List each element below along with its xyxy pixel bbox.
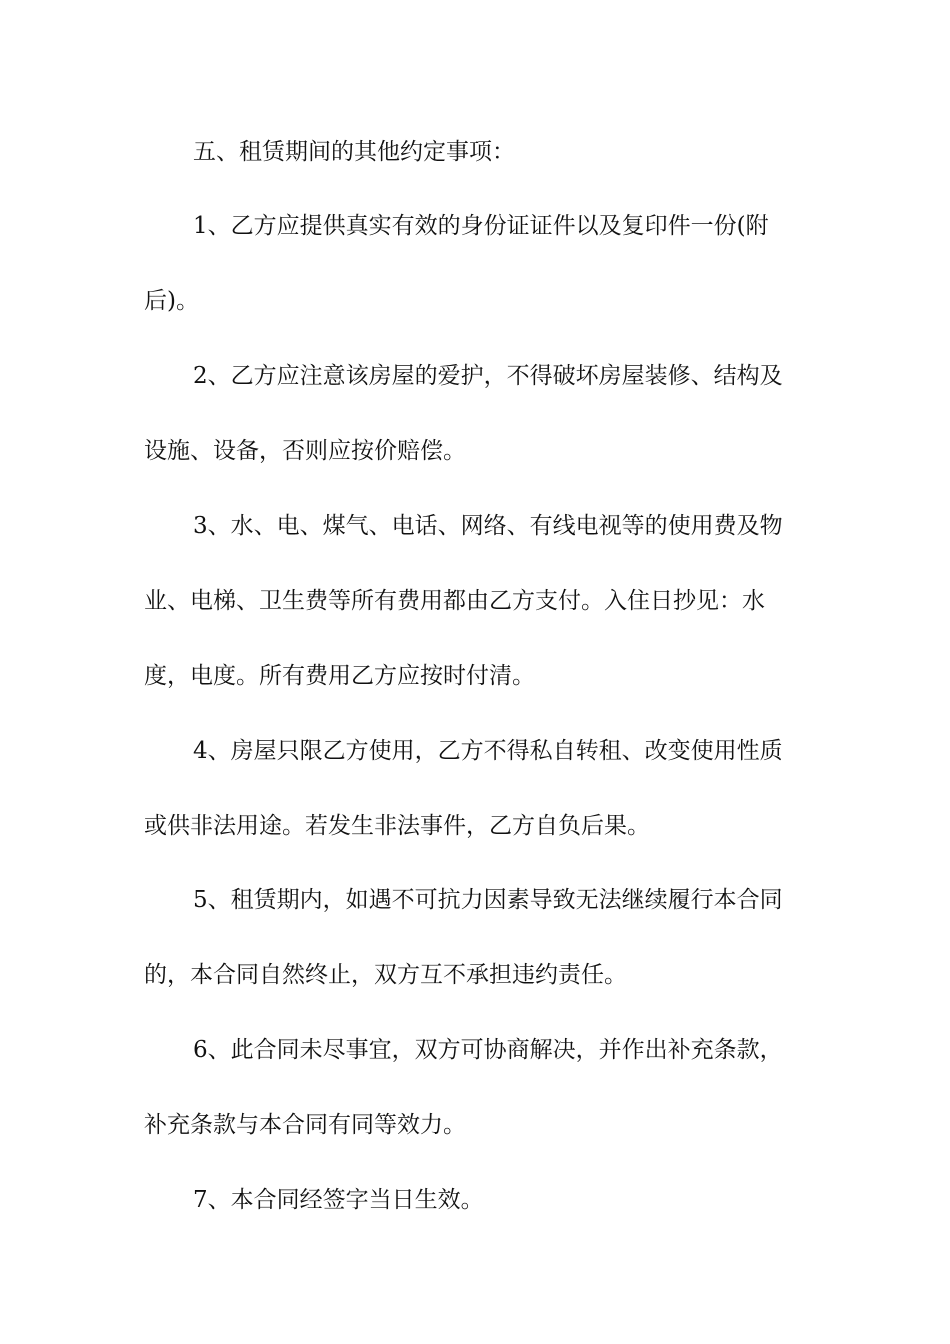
clause-2-line-1 <box>0 356 950 396</box>
clause-1-line-1 <box>0 206 950 246</box>
clause-3-line-2 <box>0 581 950 621</box>
clause-text: 业、电梯、卫生费等所有费用都由乙方支付。入住日抄见：水 <box>144 588 765 614</box>
clause-4-line-1 <box>0 731 950 771</box>
clause-text: 5、租赁期内，如遇不可抗力因素导致无法继续履行本合同 <box>193 887 783 913</box>
clause-text: 7、本合同经签字当日生效。 <box>193 1187 484 1213</box>
clause-6-line-1 <box>0 1030 950 1070</box>
clause-text: 或供非法用途。若发生非法事件，乙方自负后果。 <box>144 813 650 839</box>
clause-text: 度，电度。所有费用乙方应按时付清。 <box>144 663 535 689</box>
clause-text: 3、水、电、煤气、电话、网络、有线电视等的使用费及物 <box>193 513 783 539</box>
clause-7-line-1 <box>0 1180 950 1220</box>
clause-text: 1、乙方应提供真实有效的身份证证件以及复印件一份(附 <box>193 213 769 239</box>
clause-4-line-2 <box>0 806 950 846</box>
heading-text: 五、租赁期间的其他约定事项： <box>193 139 515 165</box>
clause-text: 的，本合同自然终止，双方互不承担违约责任。 <box>144 962 627 988</box>
clause-text: 后)。 <box>144 288 199 314</box>
clause-5-line-1 <box>0 880 950 920</box>
clause-2-line-2 <box>0 431 950 471</box>
clause-text: 设施、设备，否则应按价赔偿。 <box>144 438 466 464</box>
clause-1-line-2 <box>0 281 950 321</box>
clause-text: 4、房屋只限乙方使用，乙方不得私自转租、改变使用性质 <box>193 738 783 764</box>
clause-text: 6、此合同未尽事宜，双方可协商解决，并作出补充条款， <box>193 1037 783 1063</box>
clause-3-line-1 <box>0 506 950 546</box>
clause-6-line-2 <box>0 1105 950 1145</box>
clause-5-line-2 <box>0 955 950 995</box>
clause-text: 2、乙方应注意该房屋的爱护，不得破坏房屋装修、结构及 <box>193 363 783 389</box>
clause-text: 补充条款与本合同有同等效力。 <box>144 1112 466 1138</box>
section-heading <box>0 132 950 172</box>
clause-3-line-3 <box>0 656 950 696</box>
